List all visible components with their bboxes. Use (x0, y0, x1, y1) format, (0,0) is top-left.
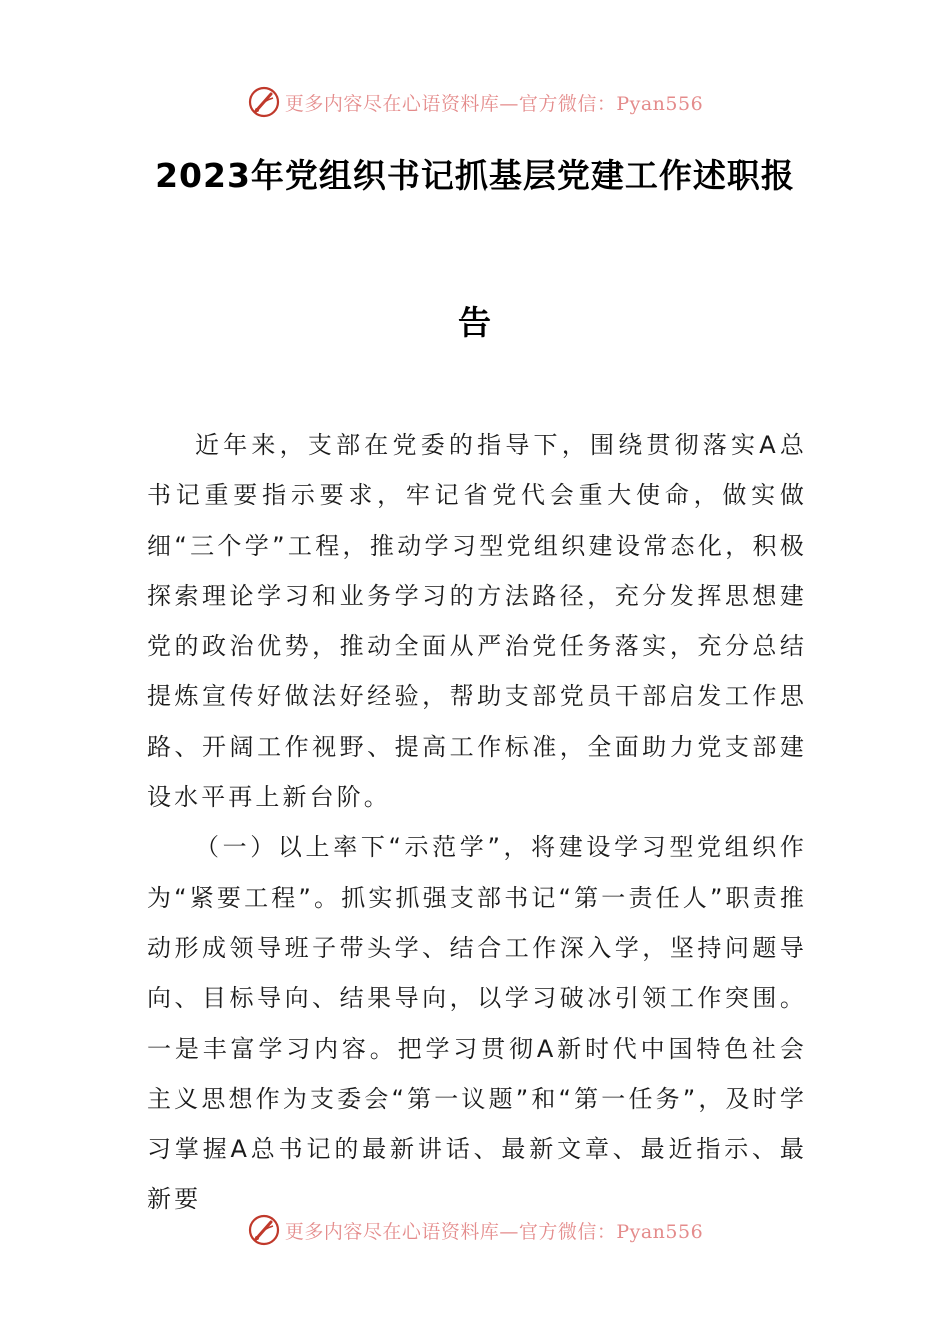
pen-logo-icon (247, 85, 281, 119)
watermark-text: 更多内容尽在心语资料库—官方微信：Pyan556 (284, 1220, 704, 1243)
pen-logo-icon (247, 1213, 281, 1247)
document-title-line2: 告 (458, 303, 492, 342)
paragraph-intro: 近年来，支部在党委的指导下，围绕贯彻落实A总书记重要指示要求，牢记省党代会重大使命，做实做细“三个学”工程，推动学习型党组织建设常态化，积极探索理论学习和业务学习的方法路径，充分发挥思想建党的政治优势，推动全面从严治党任务落实，充分总结提炼宣传好做法好经验，帮助支部党员干部启发工作思路、开阔工作视野、提高工作标准，全面助力党支部建设水平再上新台阶。 (147, 431, 807, 812)
watermark-footer (0, 1210, 950, 1250)
document-title-line1: 2023年党组织书记抓基层党建工作述职报 (155, 156, 795, 195)
document-body (147, 420, 807, 1225)
paragraph-section-1: （一）以上率下“示范学”，将建设学习型党组织作为“紧要工程”。抓实抓强支部书记“第一责任人”职责推动形成领导班子带头学、结合工作深入学，坚持问题导向、目标导向、结果导向，以学习破冰引领工作突围。一是丰富学习内容。把学习贯彻A新时代中国特色社会主义思想作为支委会“第一议题”和“第一任务”，及时学习掌握A总书记的最新讲话、最新文章、最近指示、最新要 (147, 833, 807, 1214)
watermark-header (0, 82, 950, 122)
watermark-text: 更多内容尽在心语资料库—官方微信：Pyan556 (284, 92, 704, 115)
